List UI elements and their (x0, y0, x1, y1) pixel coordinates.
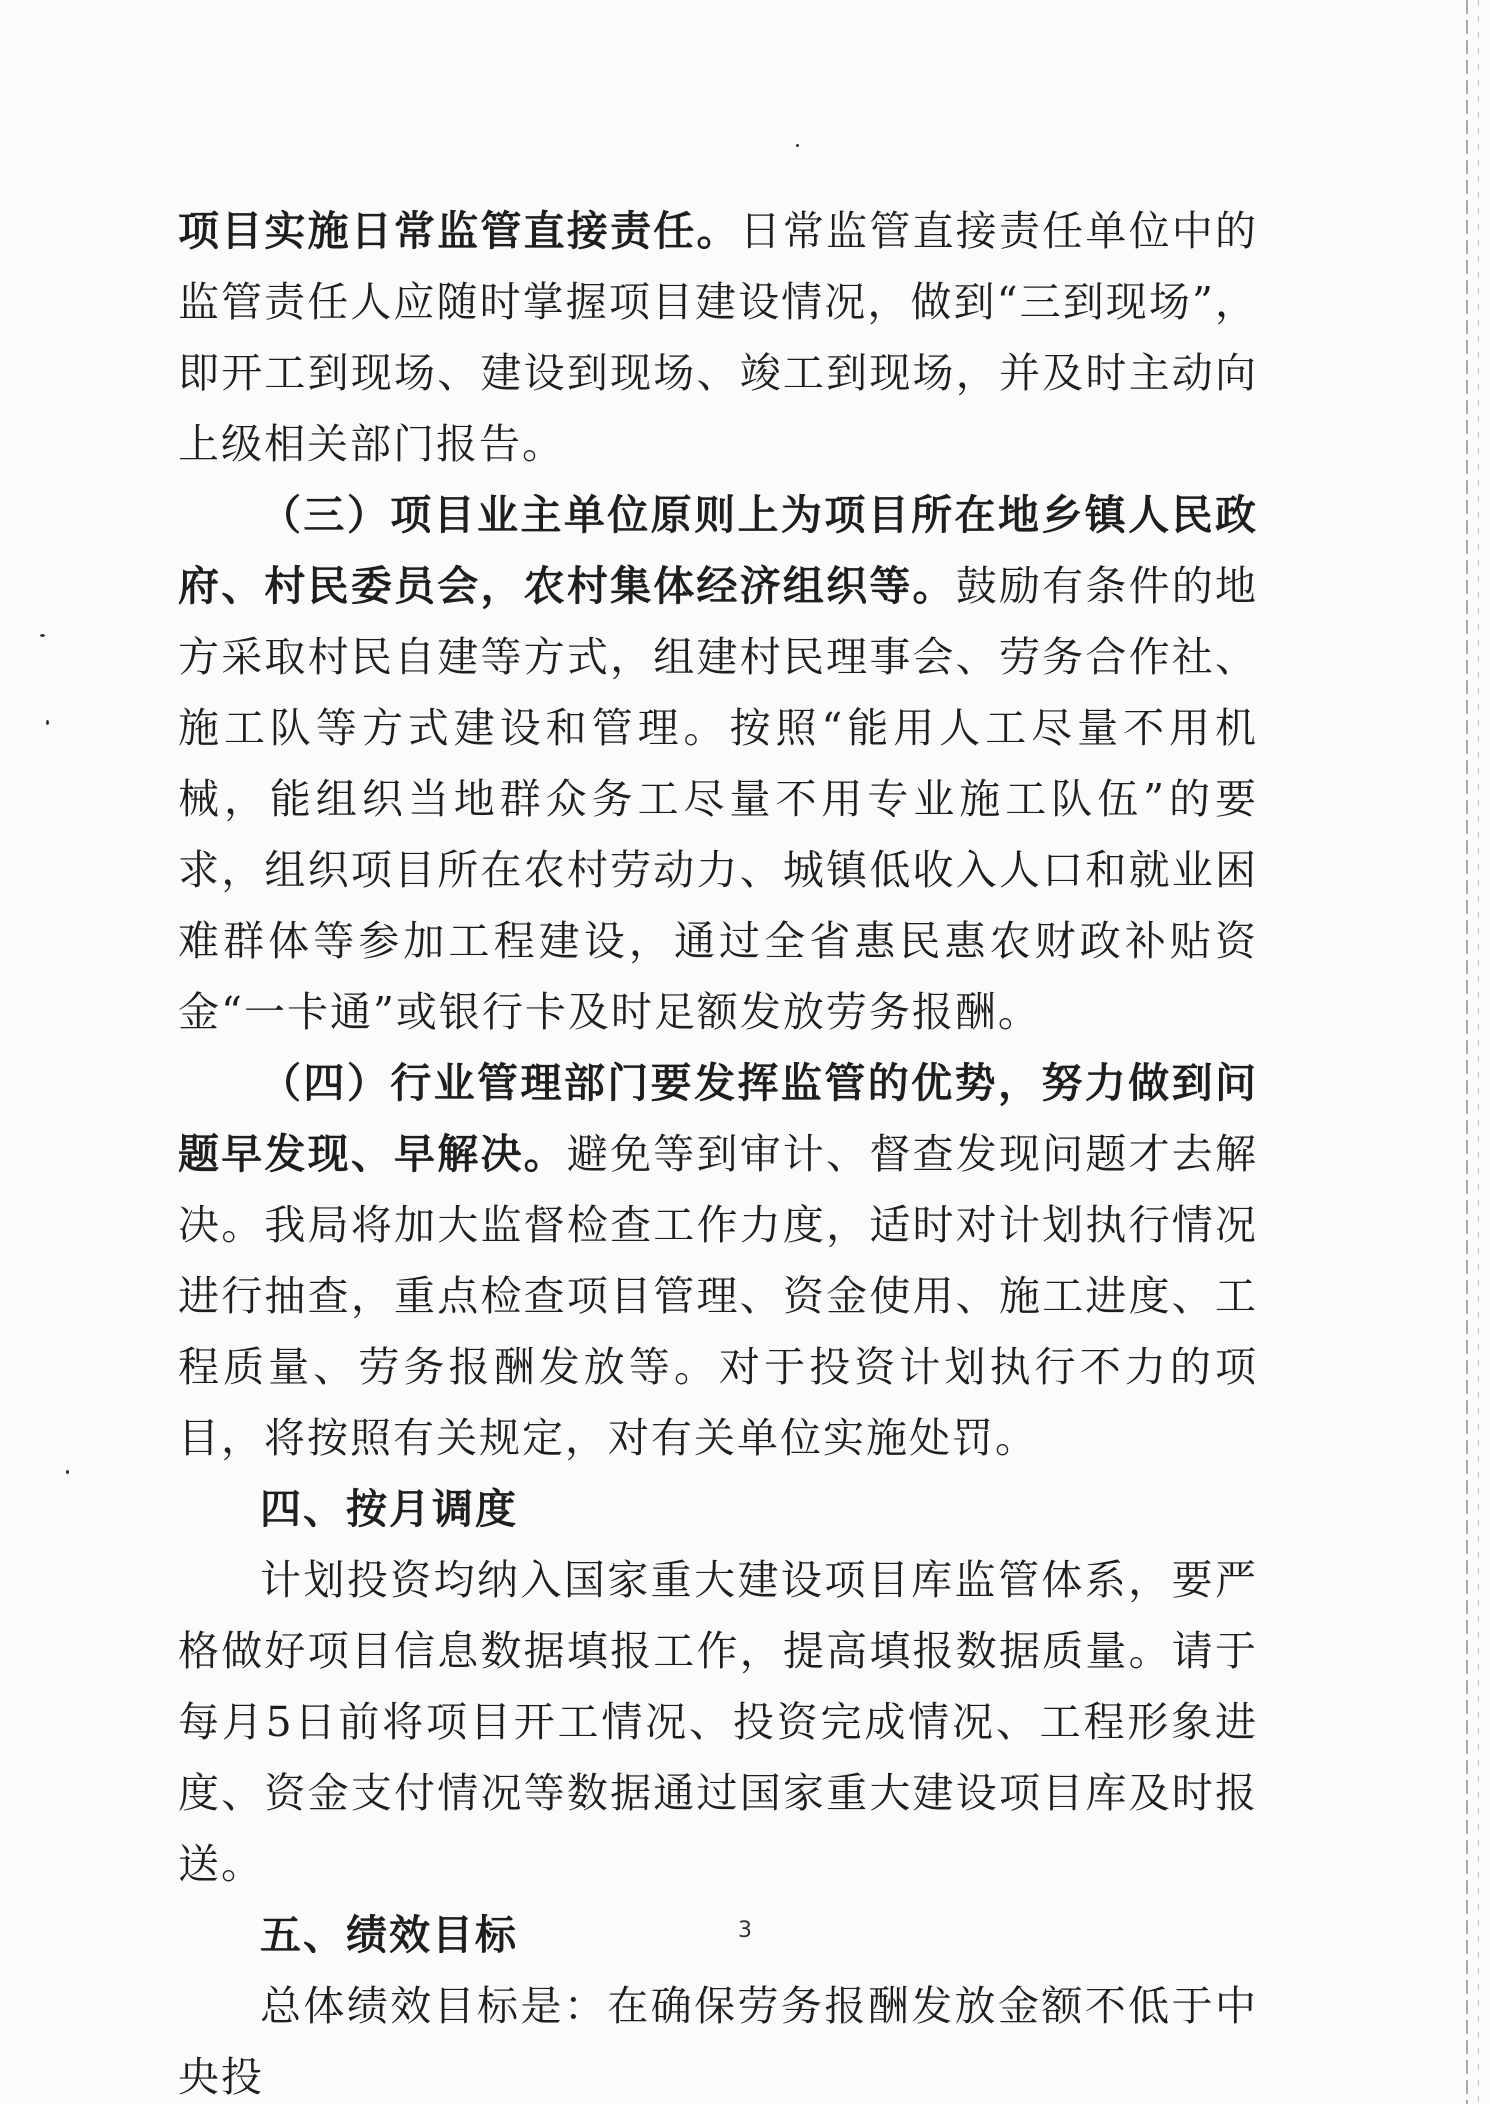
paragraph-text: 避免等到审计、督查发现问题才去解决。我局将加大监督检查工作力度，适时对计划执行情况进行抽查，重点检查项目管理、资金使用、施工进度、工程质量、劳务报酬发放等。对于投资计划执行不力的项目，将按照有关规定，对有关单位实施处罚。 (178, 1130, 1258, 1462)
paragraph-industry-management (178, 1048, 1258, 1474)
paragraph-performance-goals: 总体绩效目标是：在确保劳务报酬发放金额不低于中央投 (178, 1982, 1258, 2101)
paragraph-text: 鼓励有条件的地方采取村民自建等方式，组建村民理事会、劳务合作社、施工队等方式建设和管理。按照“能用人工尽量不用机械，能组织当地群众务工尽量不用专业施工队伍”的要求，组织项目所在农村劳动力、城镇低收入人口和就业困难群体等参加工程建设，通过全省惠民惠农财政补贴资金“一卡通”或银行卡及时足额发放劳务报酬。 (178, 562, 1258, 1036)
scan-edge-line (1466, 0, 1468, 2104)
paragraph-monthly-dispatch: 计划投资均纳入国家重大建设项目库监管体系，要严格做好项目信息数据填报工作，提高填报数据质量。请于每月5日前将项目开工情况、投资完成情况、工程形象进度、资金支付情况等数据通过国家重大建设项目库及时报送。 (178, 1556, 1258, 1888)
paragraph-lead-bold: （三）项目业主单位原则上为项目所在地乡镇人民政府、村民委员会，农村集体经济组织等。 (178, 491, 1258, 610)
paragraph-project-owner (178, 480, 1258, 1048)
paragraph-lead-bold: 项目实施日常监管直接责任。 (178, 207, 740, 255)
document-body (178, 196, 1258, 2113)
paragraph-text: 日常监管直接责任单位中的监管责任人应随时掌握项目建设情况，做到“三到现场”，即开工到现场、建设到现场、竣工到现场，并及时主动向上级相关部门报告。 (178, 207, 1259, 468)
paragraph-daily-supervision (178, 196, 1258, 480)
scan-speck (796, 144, 799, 147)
scan-speck (46, 720, 49, 725)
scan-speck (40, 634, 45, 637)
page-number: 3 (738, 1918, 752, 1943)
section-heading-performance-goals: 五、绩效目标 (260, 1911, 518, 1959)
section-heading-monthly-dispatch: 四、按月调度 (260, 1485, 518, 1533)
scan-speck (66, 1470, 69, 1474)
scan-edge-line-secondary (1478, 0, 1479, 2104)
paragraph-lead-bold: （四）行业管理部门要发挥监管的优势，努力做到问题早发现、早解决。 (178, 1059, 1258, 1178)
